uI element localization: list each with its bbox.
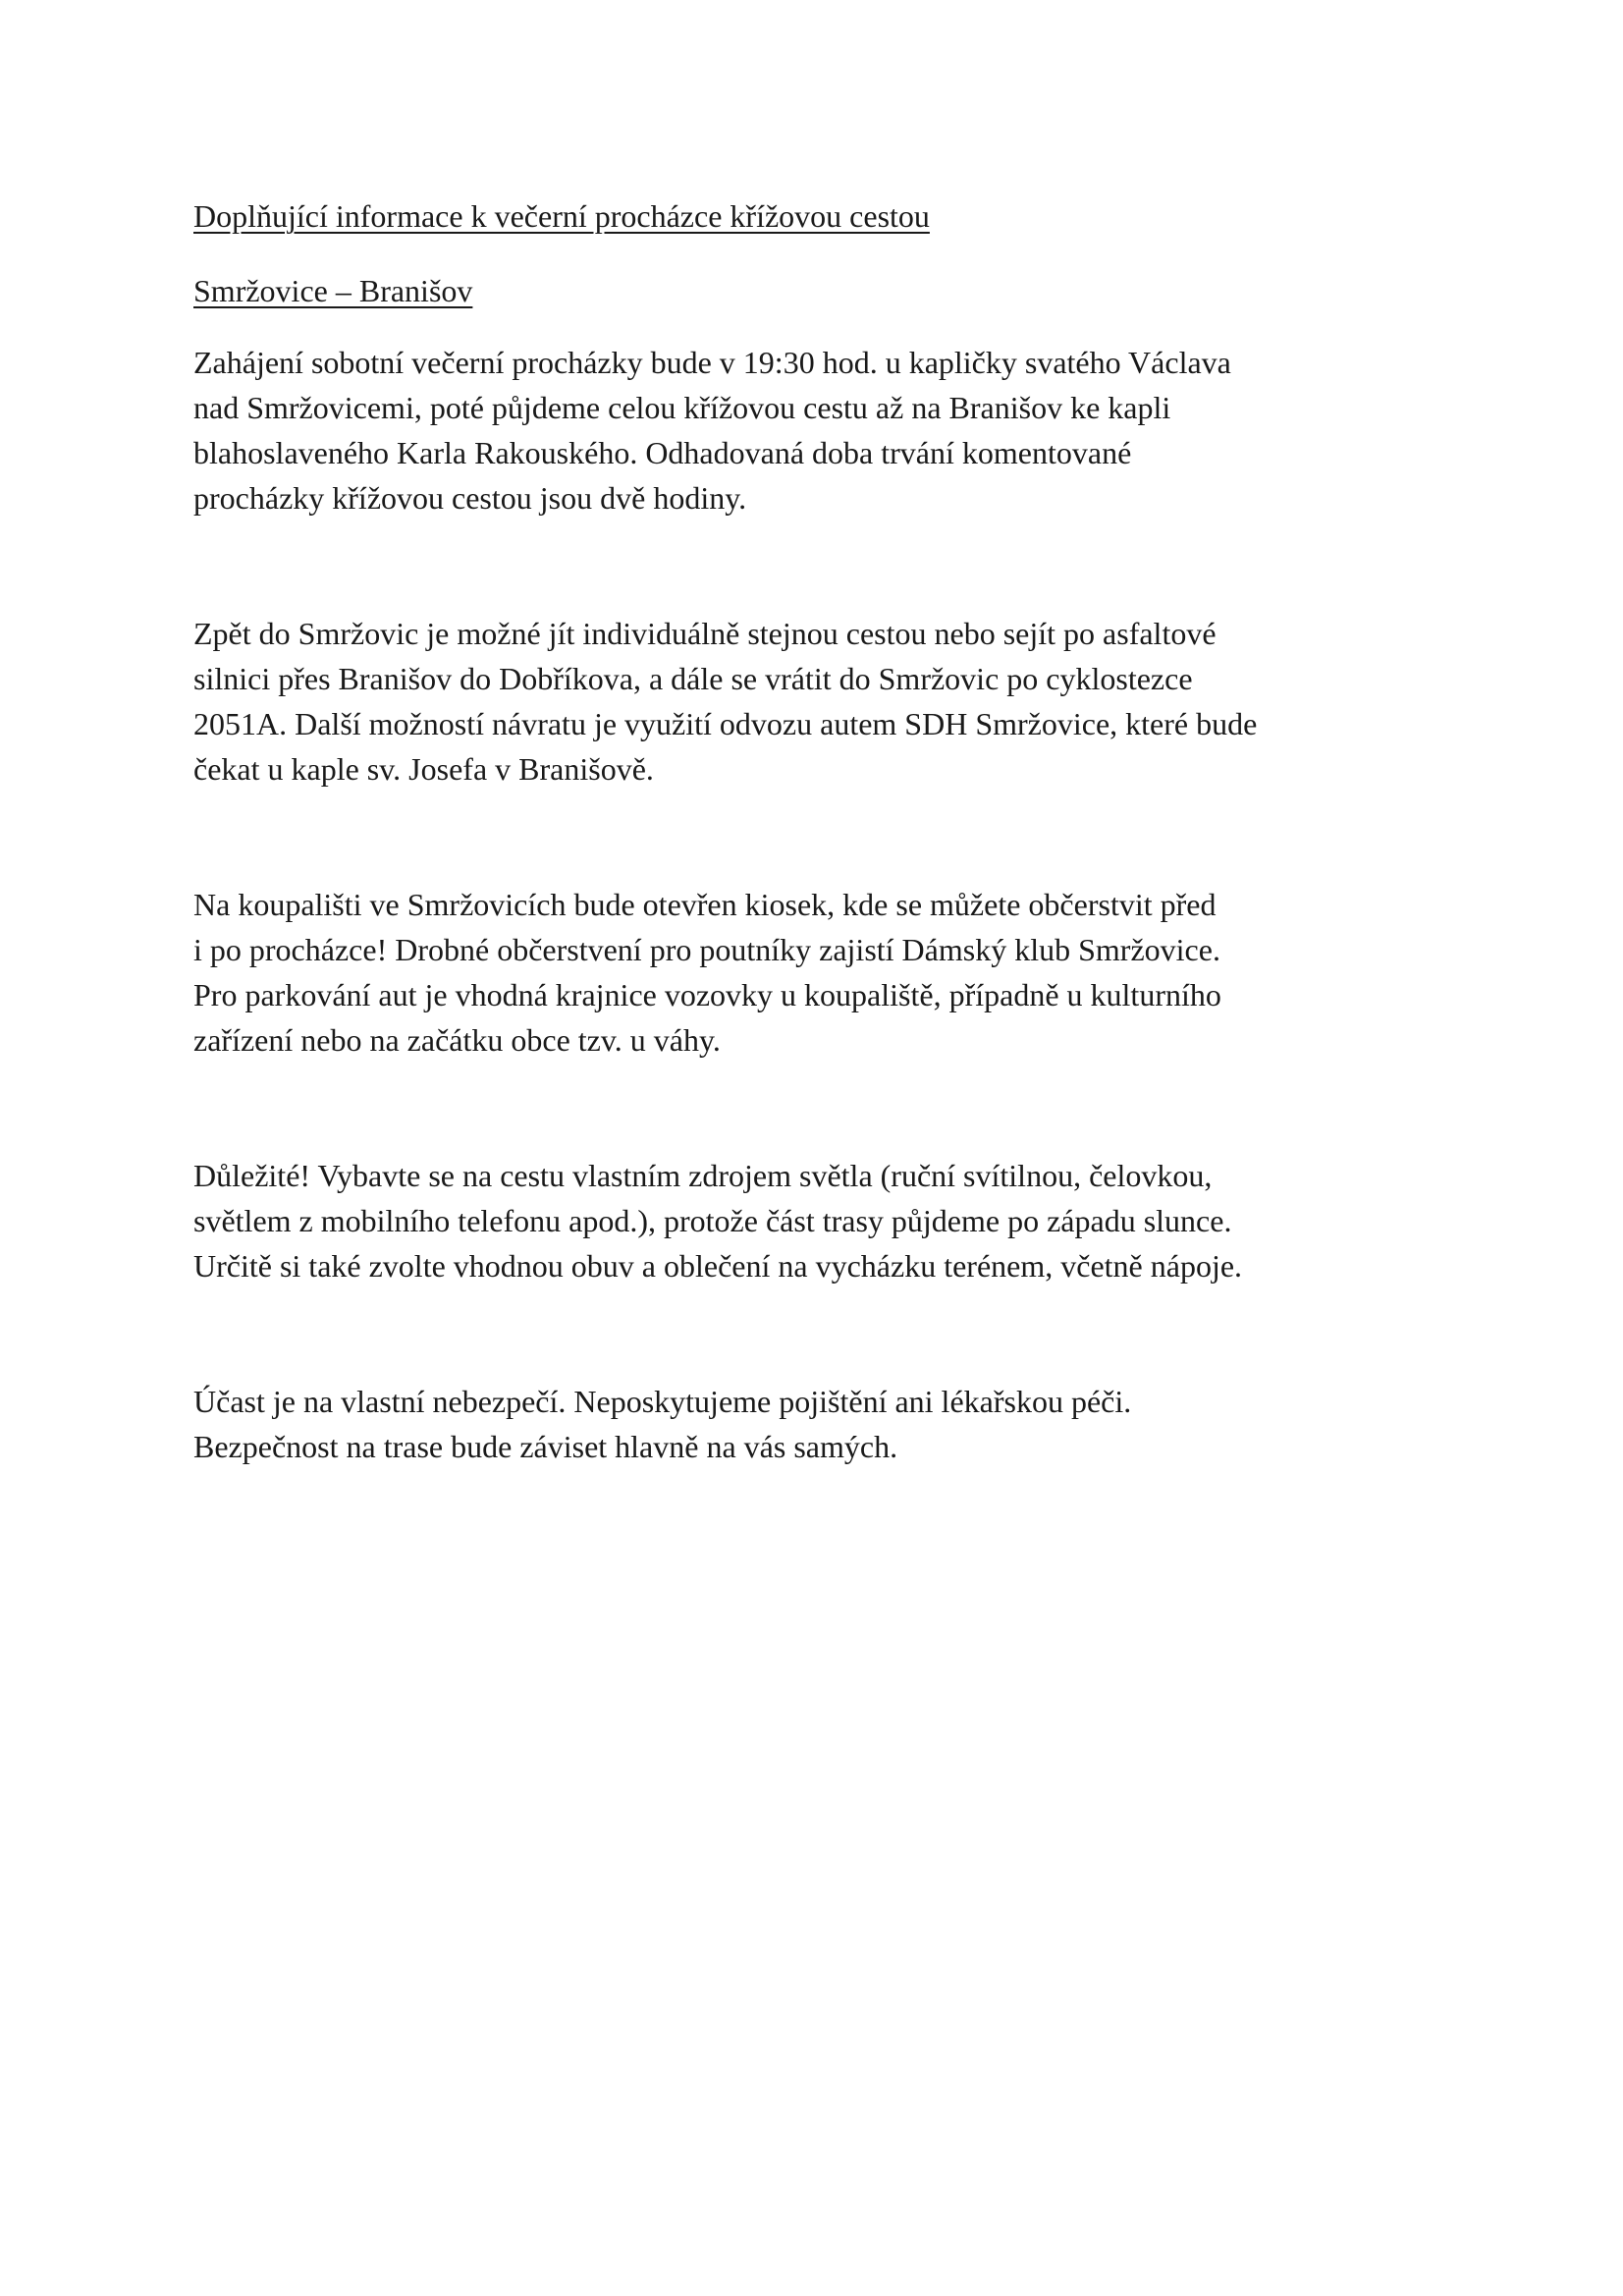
paragraph-return-info xyxy=(193,611,1470,792)
paragraph-line: Bezpečnost na trase bude záviset hlavně na vás samých. xyxy=(193,1429,898,1464)
paragraph-line: zařízení nebo na začátku obce tzv. u váhy. xyxy=(193,1022,721,1058)
paragraph-line: Zpět do Smržovic je možné jít individuálně stejnou cestou nebo sejít po asfaltové xyxy=(193,616,1217,651)
paragraph-line: Účast je na vlastní nebezpečí. Neposkytujeme pojištění ani lékařskou péči. xyxy=(193,1384,1132,1419)
paragraph-important-notice xyxy=(193,1153,1470,1288)
paragraph-disclaimer xyxy=(193,1379,1470,1469)
document-title: Doplňující informace k večerní procházce křížovou cestou xyxy=(193,198,930,234)
paragraph-line: nad Smržovicemi, poté půjdeme celou křížovou cestu až na Branišov ke kapli xyxy=(193,390,1171,425)
paragraph-line: světlem z mobilního telefonu apod.), protože část trasy půjdeme po západu slunce. xyxy=(193,1203,1232,1238)
paragraph-line: Na koupališti ve Smržovicích bude otevřen kiosek, kde se můžete občerstvit před xyxy=(193,887,1217,922)
paragraph-line: blahoslaveného Karla Rakouského. Odhadovaná doba trvání komentované xyxy=(193,435,1132,470)
paragraph-refreshment-parking xyxy=(193,882,1470,1063)
paragraph-line: Určitě si také zvolte vhodnou obuv a oblečení na vycházku terénem, včetně nápoje. xyxy=(193,1248,1243,1284)
paragraph-line: i po procházce! Drobné občerstvení pro poutníky zajistí Dámský klub Smržovice. xyxy=(193,932,1220,967)
document-subtitle: Smržovice – Branišov xyxy=(193,273,473,308)
paragraph-line: silnici přes Branišov do Dobříkova, a dále se vrátit do Smržovic po cyklostezce xyxy=(193,661,1193,696)
paragraph-line: čekat u kaple sv. Josefa v Branišově. xyxy=(193,751,654,787)
paragraph-start-info xyxy=(193,340,1470,520)
document-page xyxy=(193,194,1470,1469)
paragraph-line: Pro parkování aut je vhodná krajnice vozovky u koupaliště, případně u kulturního xyxy=(193,977,1221,1012)
paragraph-line: procházky křížovou cestou jsou dvě hodiny. xyxy=(193,480,747,516)
paragraph-line: Důležité! Vybavte se na cestu vlastním zdrojem světla (ruční svítilnou, čelovkou, xyxy=(193,1158,1213,1193)
paragraph-line: 2051A. Další možností návratu je využití odvozu autem SDH Smržovice, které bude xyxy=(193,706,1258,741)
paragraph-line: Zahájení sobotní večerní procházky bude v 19:30 hod. u kapličky svatého Václava xyxy=(193,345,1231,380)
